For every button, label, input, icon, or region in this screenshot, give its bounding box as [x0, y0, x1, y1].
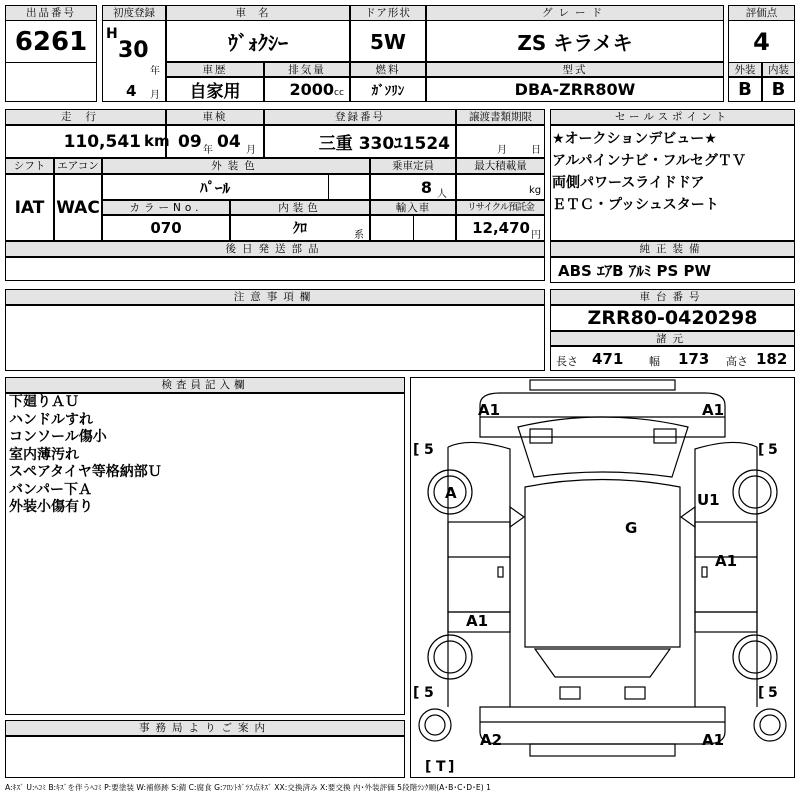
- displacement-label: 排気量: [264, 62, 350, 77]
- inspector-item: スペアタイヤ等格納部Ｕ: [9, 464, 162, 480]
- mark-rear-right: A1: [702, 731, 725, 749]
- tire-mark-fr: 5: [768, 442, 778, 458]
- width: 173: [678, 350, 710, 368]
- era: H: [106, 26, 118, 42]
- notes-cell: [5, 305, 545, 371]
- load-label: 最大積載量: [456, 158, 545, 174]
- length-label: 長さ: [556, 355, 578, 368]
- chassis-number: ZRR80-0420298: [587, 307, 758, 329]
- length: 471: [592, 350, 624, 368]
- recycle-unit: 円: [531, 230, 541, 241]
- mark-front-left: A1: [478, 401, 501, 419]
- int-color: ｸﾛ: [293, 221, 307, 237]
- sales-points-list: [552, 128, 746, 216]
- mark-rear-left: A2: [480, 731, 503, 749]
- svg-text:[: [: [758, 685, 765, 701]
- plate-label: 登録番号: [264, 109, 456, 125]
- grade: ZS キラメキ: [517, 31, 633, 55]
- color: ﾊﾟｰﾙ: [199, 178, 230, 197]
- plate: 三重 330ﾕ1524: [318, 134, 450, 154]
- tire-mark-rr: 5: [768, 685, 778, 701]
- int-label: 内装: [762, 62, 795, 77]
- transfer-month-unit: 月: [497, 145, 507, 156]
- transfer-day-unit: 日: [531, 145, 541, 156]
- inspection-label: 車検: [166, 109, 264, 125]
- fuel: ｶﾞｿﾘﾝ: [371, 84, 405, 99]
- lot-label: 出品番号: [5, 5, 97, 21]
- grade-label: グレード: [426, 5, 724, 21]
- import-label: 輸入車: [370, 200, 456, 215]
- mark-left-front-door: A: [445, 484, 457, 502]
- shift-label: シフト: [5, 158, 54, 174]
- inspector-list: [9, 394, 162, 517]
- int-score: B: [771, 79, 786, 100]
- capacity-label: 乗車定員: [370, 158, 456, 174]
- mark-right-rear-door: A1: [715, 552, 738, 570]
- model-label: 型式: [426, 62, 724, 77]
- spare-tire: [419, 709, 451, 741]
- color-no: 070: [150, 219, 182, 237]
- load-unit: kg: [529, 185, 542, 196]
- insp-year-unit: 年: [203, 145, 213, 156]
- width-label: 幅: [649, 355, 660, 368]
- model: DBA-ZRR80W: [514, 80, 636, 99]
- insp-month-unit: 月: [246, 145, 256, 156]
- capacity: 8: [420, 177, 432, 197]
- inspector-item: 外装小傷有り: [9, 499, 93, 515]
- insp-year: 09: [178, 132, 202, 152]
- transfer-label: 譲渡書類期限: [456, 109, 545, 125]
- reg-year-unit: 年: [150, 66, 160, 77]
- sales-points-label: セールスポイント: [550, 109, 795, 125]
- left-side-shape: [448, 442, 510, 707]
- tire-mark-rl: 5: [424, 685, 434, 701]
- ac-label: エアコン: [54, 158, 102, 174]
- sales-point-item: ★オークションデビュー★: [552, 131, 717, 147]
- car-name: ｳﾞｫｸｼｰ: [228, 31, 288, 55]
- inspector-item: バンパー下Ａ: [9, 481, 93, 498]
- equipment-label: 純正装備: [550, 241, 795, 257]
- tire-mark-fl: 5: [424, 442, 434, 458]
- later-parts-label: 後日発送部品: [5, 241, 545, 257]
- recycle: 12,470: [472, 219, 530, 237]
- mileage-label: 走行: [5, 109, 166, 125]
- svg-text:[: [: [413, 685, 420, 701]
- office-cell: [5, 736, 405, 778]
- color-label: 外装色: [102, 158, 370, 174]
- reg-month: 4: [126, 82, 137, 100]
- color-no-label: カラーNo.: [102, 200, 230, 215]
- mark-windshield: G: [625, 519, 638, 537]
- front-outline: [480, 393, 725, 437]
- mark-front-right: A1: [702, 401, 725, 419]
- import-divider: [413, 215, 414, 241]
- reg-year: 30: [118, 38, 149, 63]
- inspector-item: ハンドルすれ: [9, 411, 93, 428]
- door-type: 5W: [370, 29, 406, 54]
- ext-score: B: [738, 79, 752, 100]
- windshield-shape: [518, 417, 688, 477]
- ac: WAC: [56, 197, 100, 218]
- lot-number: 6261: [14, 27, 88, 57]
- inspector-item: 室内薄汚れ: [9, 446, 79, 463]
- legend: A:ｷｽﾞ U:ﾍｺﾐ B:ｷｽﾞを伴うﾍｺﾐ P:要塗装 W:補修跡 S:錆 C:腐食 G:ﾌﾛﾝﾄｶﾞﾗｽ点ｷｽﾞ XX:交換済み X:要交換 内･外装評価 5段階ﾗﾝｸ順(A･B･C･D･E) 1: [5, 783, 491, 792]
- front-bumper-shape: [530, 380, 675, 390]
- height-label: 高さ: [726, 355, 748, 368]
- rear-bumper-shape: [530, 744, 675, 756]
- color-divider: [328, 174, 329, 200]
- mark-right-front-fender: U1: [697, 491, 720, 509]
- height: 182: [756, 350, 788, 368]
- lot-divider: [5, 62, 97, 63]
- inspector-label: 検査員記入欄: [5, 377, 405, 393]
- inspector-item: コンソール傷小: [9, 429, 107, 445]
- mark-left-rear: A1: [466, 612, 489, 630]
- recycle-label: リサイクル預託金: [456, 200, 545, 215]
- spec-label: 諸元: [550, 331, 795, 346]
- displacement-unit: cc: [334, 88, 344, 98]
- svg-text:[: [: [413, 442, 420, 458]
- door-label: ドア形状: [350, 5, 426, 21]
- office-label: 事務局よりご案内: [5, 720, 405, 736]
- car-name-label: 車名: [166, 5, 350, 21]
- first-reg-label: 初度登録: [102, 5, 166, 21]
- car-diagram-drawing: [410, 377, 795, 778]
- score: 4: [753, 27, 770, 56]
- score-label: 評価点: [728, 5, 795, 21]
- history: 自家用: [189, 82, 241, 102]
- notes-label: 注意事項欄: [5, 289, 545, 305]
- inspector-item: 下廻りＡＵ: [9, 394, 79, 410]
- svg-text:[: [: [425, 759, 432, 775]
- fuel-label: 燃料: [350, 62, 426, 77]
- sales-point-item: アルパインナビ・フルセグＴＶ: [552, 153, 746, 169]
- sales-point-item: 両側パワースライドドア: [552, 175, 705, 191]
- ext-label: 外装: [728, 62, 762, 77]
- right-side-shape: [695, 442, 757, 707]
- mileage-unit: km: [144, 132, 170, 150]
- later-parts-cell: [5, 257, 545, 281]
- shift: IAT: [14, 197, 45, 218]
- int-color-label: 内装色: [230, 200, 370, 215]
- sales-point-item: ＥＴＣ・プッシュスタート: [552, 197, 719, 213]
- reg-month-unit: 月: [150, 90, 160, 101]
- insp-month: 04: [217, 132, 241, 152]
- displacement: 2000: [289, 80, 334, 99]
- mileage: 110,541: [63, 131, 141, 152]
- roof-shape: [525, 480, 680, 648]
- spare-mark: T: [436, 759, 446, 775]
- equipment: ABS ｴｱB ｱﾙﾐ PS PW: [558, 261, 712, 280]
- rear-outline: [480, 707, 725, 744]
- svg-text:]: ]: [448, 759, 455, 775]
- spare-tire-right: [754, 709, 786, 741]
- history-label: 車歴: [166, 62, 264, 77]
- capacity-unit: 人: [437, 189, 447, 200]
- chassis-label: 車台番号: [550, 289, 795, 305]
- int-color-unit: 系: [354, 230, 364, 241]
- svg-text:[: [: [758, 442, 765, 458]
